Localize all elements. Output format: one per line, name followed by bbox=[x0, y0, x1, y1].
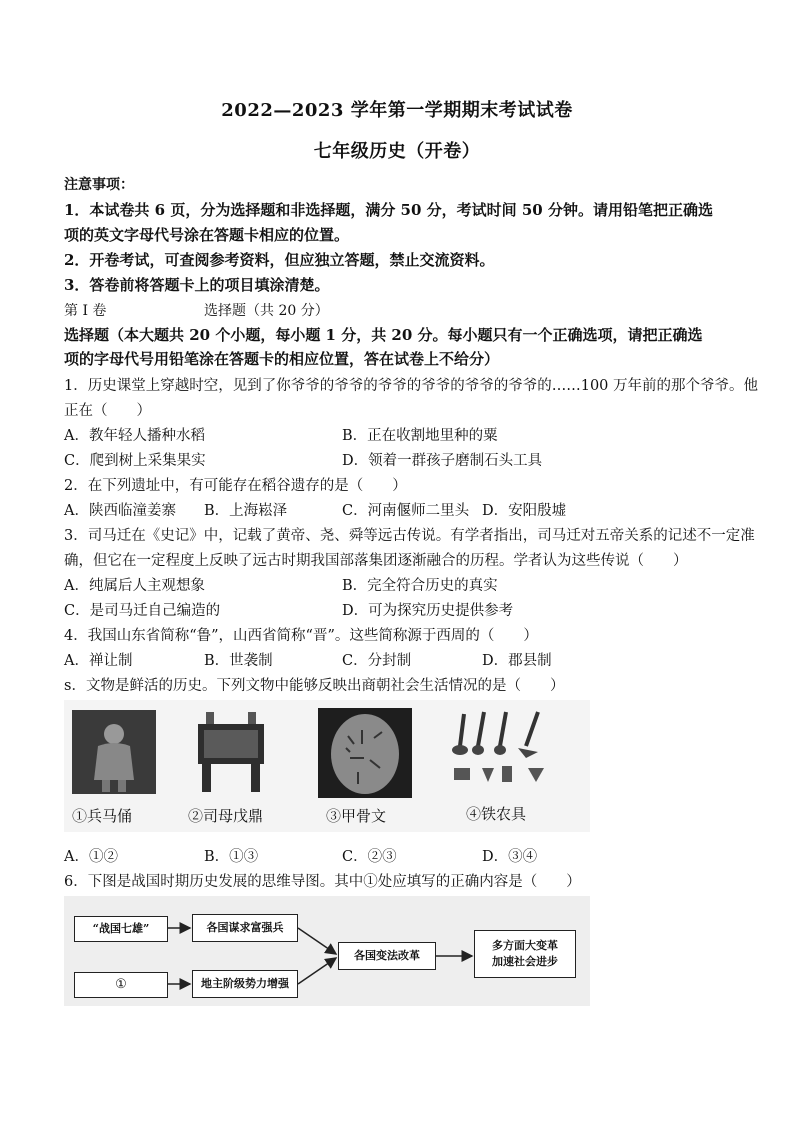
q5-option-c: C．②③ bbox=[342, 849, 397, 865]
notice-item: 项的英文字母代号涂在答题卡相应的位置。 bbox=[64, 226, 350, 244]
q2-option-b: B．上海崧泽 bbox=[204, 503, 288, 519]
q3-stem: 确，但它在一定程度上反映了远古时期我国部落集团逐渐融合的历程。学者认为这些传说（ ） bbox=[64, 553, 688, 569]
terracotta-warrior-image bbox=[72, 710, 156, 794]
q4-stem: 4．我国山东省简称“鲁”，山西省简称“晋”。这些简称源于西周的（ ） bbox=[64, 628, 538, 644]
q2-option-d: D．安阳殷墟 bbox=[482, 503, 567, 519]
section-instructions: 选择题（本大题共 20 个小题，每小题 1 分，共 20 分。每小题只有一个正确选项，请把正确选 bbox=[64, 326, 703, 344]
artifact-caption: ③甲骨文 bbox=[326, 807, 387, 825]
q3-option-d: D．可为探究历史提供参考 bbox=[342, 603, 514, 619]
notice-item: 3．答卷前将答题卡上的项目填涂清楚。 bbox=[64, 276, 330, 294]
notice-heading: 注意事项： bbox=[64, 177, 134, 193]
q1-stem: 1．历史课堂上穿越时空，见到了你爷爷的爷爷的爷爷的爷爷的爷爷的爷爷的……100 万年前的那个爷爷。他 bbox=[64, 378, 759, 394]
q5-option-d: D．③④ bbox=[482, 849, 538, 865]
artifact-caption: ①兵马俑 bbox=[72, 807, 133, 825]
mindmap-box-seven-states: “战国七雄” bbox=[74, 916, 168, 942]
q3-option-a: A．纯属后人主观想象 bbox=[64, 578, 205, 594]
q2-option-a: A．陕西临潼姜寨 bbox=[64, 503, 176, 519]
mindmap-box-landlord-class: 地主阶级势力增强 bbox=[192, 970, 298, 998]
q4-option-c: C．分封制 bbox=[342, 653, 412, 669]
artifact-caption: ②司母戊鼎 bbox=[188, 807, 264, 825]
q6-stem: 6．下图是战国时期历史发展的思维导图。其中①处应填写的正确内容是（ ） bbox=[64, 874, 581, 890]
oracle-bone-image bbox=[318, 708, 412, 798]
q4-option-d: D．郡县制 bbox=[482, 653, 552, 669]
mindmap-box-reforms: 各国变法改革 bbox=[338, 942, 436, 970]
mindmap-box-line: 多方面大变革 bbox=[492, 939, 558, 953]
iron-farm-tools-image bbox=[448, 706, 558, 798]
q3-stem: 3．司马迁在《史记》中，记载了黄帝、尧、舜等远古传说。有学者指出，司马迁对五帝关系的记述不一定准 bbox=[64, 528, 755, 544]
mindmap-box-blank: ① bbox=[74, 972, 168, 998]
section-label: 第 I 卷 bbox=[64, 303, 107, 319]
mindmap-box-great-change bbox=[474, 930, 576, 978]
mindmap-diagram bbox=[64, 896, 590, 1006]
q4-option-a: A．禅让制 bbox=[64, 653, 133, 669]
mindmap-box-seek-strength: 各国谋求富强兵 bbox=[192, 914, 298, 942]
notice-item: 2．开卷考试，可查阅参考资料，但应独立答题，禁止交流资料。 bbox=[64, 251, 495, 269]
artifact-caption: ④铁农具 bbox=[466, 805, 527, 823]
section-name: 选择题（共 20 分） bbox=[204, 303, 329, 319]
q1-stem: 正在（ ） bbox=[64, 403, 151, 419]
q5-option-b: B．①③ bbox=[204, 849, 259, 865]
q5-stem: s．文物是鲜活的历史。下列文物中能够反映出商朝社会生活情况的是（ ） bbox=[64, 678, 565, 694]
q1-option-a: A．教年轻人播种水稻 bbox=[64, 428, 205, 444]
q1-option-d: D．领着一群孩子磨制石头工具 bbox=[342, 453, 543, 469]
q2-option-c: C．河南偃师二里头 bbox=[342, 503, 470, 519]
q3-option-c: C．是司马迁自己编造的 bbox=[64, 603, 221, 619]
exam-subtitle: 七年级历史（开卷） bbox=[313, 141, 481, 162]
q1-option-c: C．爬到树上采集果实 bbox=[64, 453, 206, 469]
q1-option-b: B．正在收割地里种的粟 bbox=[342, 428, 498, 444]
q4-option-b: B．世袭制 bbox=[204, 653, 273, 669]
q2-stem: 2．在下列遗址中，有可能存在稻谷遗存的是（ ） bbox=[64, 478, 407, 494]
notice-item: 1．本试卷共 6 页，分为选择题和非选择题，满分 50 分，考试时间 50 分钟。请用铅笔把正确选 bbox=[64, 201, 713, 219]
q5-option-a: A．①② bbox=[64, 849, 118, 865]
section-instructions: 项的字母代号用铅笔涂在答题卡的相应位置，答在试卷上不给分） bbox=[64, 350, 500, 368]
artifact-image-strip bbox=[64, 700, 590, 832]
q3-option-b: B．完全符合历史的真实 bbox=[342, 578, 498, 594]
ding-vessel-image bbox=[188, 710, 274, 794]
exam-title: 2022—2023 学年第一学期期末考试试卷 bbox=[221, 100, 573, 121]
mindmap-box-line: 加速社会进步 bbox=[492, 955, 558, 968]
